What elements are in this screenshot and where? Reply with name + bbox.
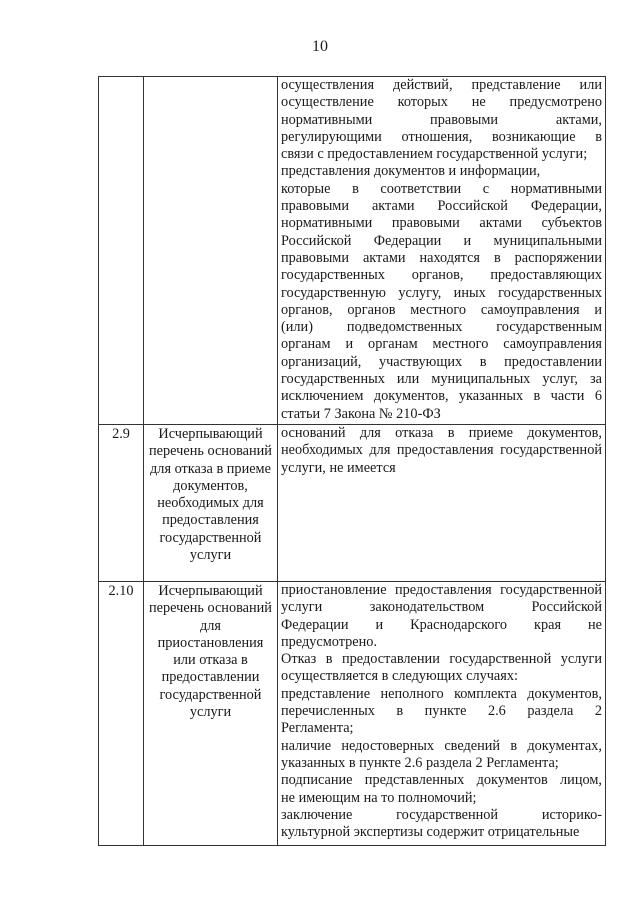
row-content-text: [281, 77, 602, 423]
content-line: статьи 7 Закона № 210-ФЗ: [281, 405, 441, 422]
content-line: исключением документов, указанных в части 6: [281, 388, 602, 405]
content-line: услуги законодательством Российской: [281, 599, 602, 616]
table-row: [99, 77, 606, 425]
content-line: культурной экспертизы содержит отрицательные: [281, 824, 580, 841]
content-line: представления документов и информации,: [281, 163, 541, 180]
row-content-cell: [278, 77, 606, 425]
row-number-cell: [99, 77, 144, 425]
row-number-cell: 2.9: [99, 425, 144, 582]
content-line: осуществляется в следующих случаях:: [281, 668, 518, 685]
regulation-table: [98, 76, 606, 846]
content-line: оснований для отказа в приеме документов,: [281, 425, 602, 441]
content-line: указанных в пункте 2.6 раздела 2 Регламента;: [281, 754, 559, 771]
row-title-cell: [144, 77, 278, 425]
content-line: подписание представленных документов лицом,: [281, 772, 602, 789]
table-row: [99, 425, 606, 582]
content-line: Регламента;: [281, 720, 354, 737]
content-line: связи с предоставлением государственной услуги;: [281, 146, 588, 163]
page-number: 10: [312, 38, 328, 55]
row-title-cell: Исчерпывающий перечень оснований для отказа в приеме документов, необходимых для предоставления государственной услуги: [144, 425, 278, 582]
content-line: наличие недостоверных сведений в документах,: [281, 737, 602, 754]
content-line: приостановление предоставления государственной: [281, 582, 602, 598]
table-row: [99, 582, 606, 846]
row-content-text: [281, 425, 602, 477]
content-line: Отказ в предоставлении государственной услуги: [281, 651, 602, 668]
row-content-cell: [278, 425, 606, 582]
content-line: заключение государственной историко-: [281, 806, 602, 823]
content-line: нормативными правовыми актами,: [281, 111, 602, 128]
content-line: предусмотрено.: [281, 633, 378, 650]
content-line: государственную услугу, иных государственных: [281, 284, 602, 301]
content-line: не имеющим на то полномочий;: [281, 789, 477, 806]
content-line: которые в соответствии с нормативными: [281, 180, 602, 197]
content-line: правовыми актами Российской Федерации,: [281, 198, 602, 215]
content-line: услуги, не имеется: [281, 459, 396, 476]
content-line: Федерации и Краснодарского края не: [281, 616, 602, 633]
row-number-cell: 2.10: [99, 582, 144, 846]
content-line: органам и органам местного самоуправления: [281, 336, 602, 353]
content-line: (или) подведомственных государственным: [281, 319, 602, 336]
content-line: организаций, участвующих в предоставлении: [281, 353, 602, 370]
content-line: нормативными правовыми актами субъектов: [281, 215, 602, 232]
content-line: регулирующими отношения, возникающие в: [281, 128, 602, 145]
content-line: представление неполного комплекта документов,: [281, 685, 602, 702]
content-line: необходимых для предоставления государственной: [281, 442, 602, 459]
content-line: Российской Федерации и муниципальными: [281, 232, 602, 249]
content-line: осуществления действий, представление или: [281, 77, 602, 93]
content-line: органов, органов местного самоуправления и: [281, 301, 602, 318]
row-content-text: [281, 582, 602, 841]
row-title-cell: Исчерпывающий перечень оснований для приостановления или отказа в предоставлении государственной услуги: [144, 582, 278, 846]
content-line: осуществление которых не предусмотрено: [281, 94, 602, 111]
row-content-cell: [278, 582, 606, 846]
content-line: перечисленных в пункте 2.6 раздела 2: [281, 703, 602, 720]
content-line: государственных или муниципальных услуг, за: [281, 371, 602, 388]
content-line: правовыми актами находятся в распоряжении: [281, 249, 602, 266]
content-line: государственных органов, предоставляющих: [281, 267, 602, 284]
